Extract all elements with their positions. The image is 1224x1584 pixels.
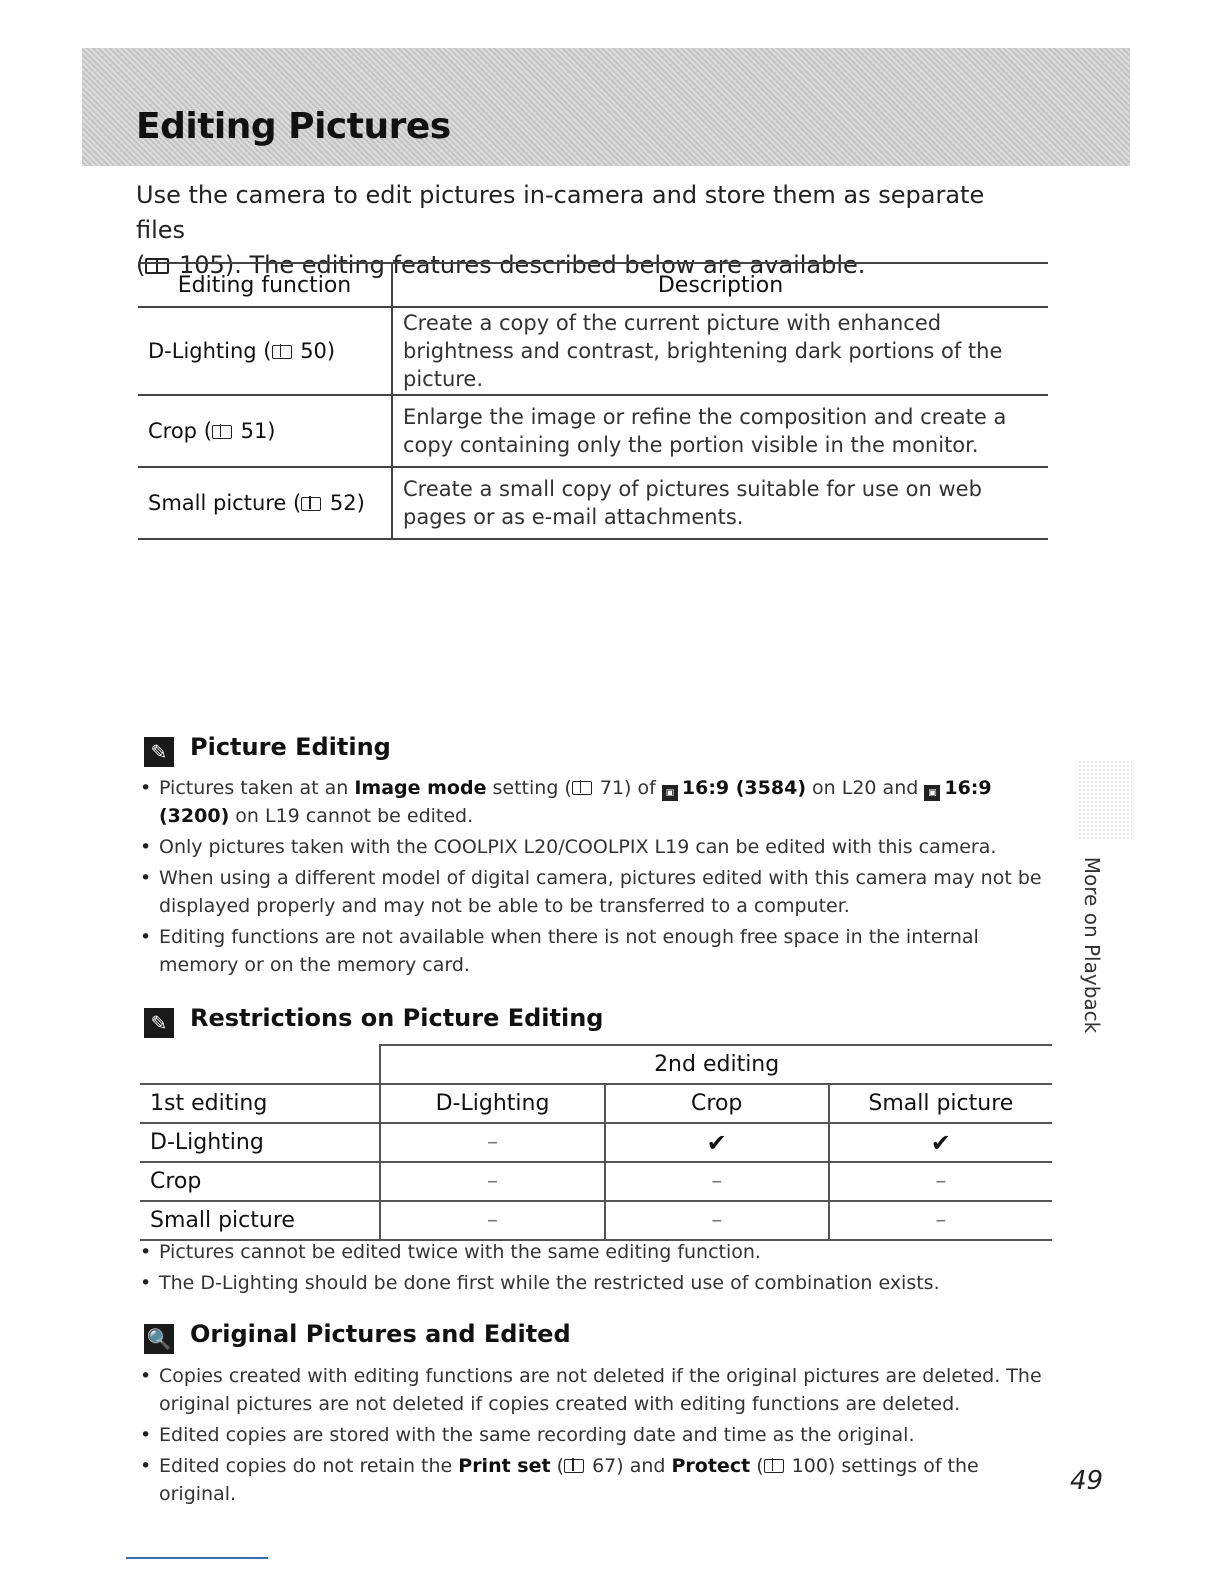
list-item: • Editing functions are not available when there is not enough free space in the internal memory or on the memory card. [140,923,1050,979]
pencil-note-icon: ✎ [144,1008,174,1038]
checkmark-cell: ✔ [605,1123,829,1162]
intro-line1: Use the camera to edit pictures in-camera and store them as separate files [136,181,985,244]
table-row [140,1123,1052,1162]
table-row [138,395,1048,467]
col-header: D-Lighting [380,1084,604,1123]
side-tab [1072,856,1112,1034]
original-pictures-list [140,1362,1050,1511]
book-icon [572,781,592,795]
list-item: • Pictures cannot be edited twice with the same editing function. [140,1238,1050,1266]
list-item: • When using a different model of digital camera, pictures edited with this camera may not be displayed properly and may not be able to be transferred to a computer. [140,864,1050,920]
intro-paragraph: Use the camera to edit pictures in-camera and store them as separate files ( 105). The editing features described below are available. [136,181,985,279]
header-description: Description [392,263,1048,307]
table-cell: – [829,1201,1052,1240]
original-pictures-heading: 🔍 Original Pictures and Edited [144,1320,571,1354]
table-cell: – [380,1123,604,1162]
table-cell: – [605,1162,829,1201]
function-name: D-Lighting ( 50) [138,307,392,395]
list-item: • Edited copies do not retain the Print set ( 67) and Protect ( 100) settings of the original. [140,1452,1050,1508]
side-tab-label: More on Playback [1080,856,1104,1034]
function-description: Enlarge the image or refine the composition and create a copy containing only the portion visible in the monitor. [392,395,1048,467]
picture-editing-heading: ✎ Picture Editing [144,733,391,767]
list-item: • Only pictures taken with the COOLPIX L20/COOLPIX L19 can be edited with this camera. [140,833,1050,861]
first-editing-header: 1st editing [140,1084,380,1123]
header-editing-function: Editing function [138,263,392,307]
table-header-row [138,263,1048,307]
function-name: Crop ( 51) [138,395,392,467]
pencil-note-icon: ✎ [144,737,174,767]
editing-functions-table [138,262,1048,540]
function-name: Small picture ( 52) [138,467,392,539]
table-header-row [140,1045,1052,1084]
book-icon [301,497,321,511]
list-item: • Copies created with editing functions are not deleted if the original pictures are deleted. The original pictures are not deleted if copies created with editing functions are deleted. [140,1362,1050,1418]
second-editing-header: 2nd editing [380,1045,1052,1084]
table-row [140,1201,1052,1240]
checkmark-cell: ✔ [829,1123,1052,1162]
page-number: 49 [1070,1466,1104,1496]
row-label: Crop [140,1162,380,1201]
table-cell: – [829,1162,1052,1201]
col-header: Crop [605,1084,829,1123]
list-item: • Pictures taken at an Image mode setting ( 71) of ▣ 16:9 (3584) on L20 and ▣ 16:9 (3200) on L19 cannot be edited. [140,774,1050,830]
picture-editing-list [140,774,1050,982]
page-title: Editing Pictures [136,106,451,147]
book-icon [764,1459,784,1473]
row-label: Small picture [140,1201,380,1240]
book-icon [272,345,292,359]
function-description: Create a copy of the current picture with enhanced brightness and contrast, brightening dark portions of the picture. [392,307,1048,395]
book-icon [212,425,232,439]
table-row [138,307,1048,395]
intro-ref: 105). The editing features described below are available. [179,251,866,279]
table-cell: – [380,1162,604,1201]
magnifier-icon: 🔍 [144,1324,174,1354]
function-description: Create a small copy of pictures suitable for use on web pages or as e-mail attachments. [392,467,1048,539]
book-icon [564,1459,584,1473]
widescreen-mode-icon: ▣ [662,785,678,801]
table-row [140,1162,1052,1201]
list-item: • Edited copies are stored with the same recording date and time as the original. [140,1421,1050,1449]
widescreen-mode-icon: ▣ [924,785,940,801]
restrictions-heading: ✎ Restrictions on Picture Editing [144,1004,603,1038]
row-label: D-Lighting [140,1123,380,1162]
side-tab-texture [1078,760,1132,840]
footer-rule [126,1557,268,1559]
table-header-row [140,1084,1052,1123]
table-cell: – [380,1201,604,1240]
col-header: Small picture [829,1084,1052,1123]
empty-corner [140,1045,380,1084]
table-row [138,467,1048,539]
restrictions-table [140,1044,1052,1241]
restrictions-notes [140,1238,1050,1300]
list-item: • The D-Lighting should be done first while the restricted use of combination exists. [140,1269,1050,1297]
table-cell: – [605,1201,829,1240]
